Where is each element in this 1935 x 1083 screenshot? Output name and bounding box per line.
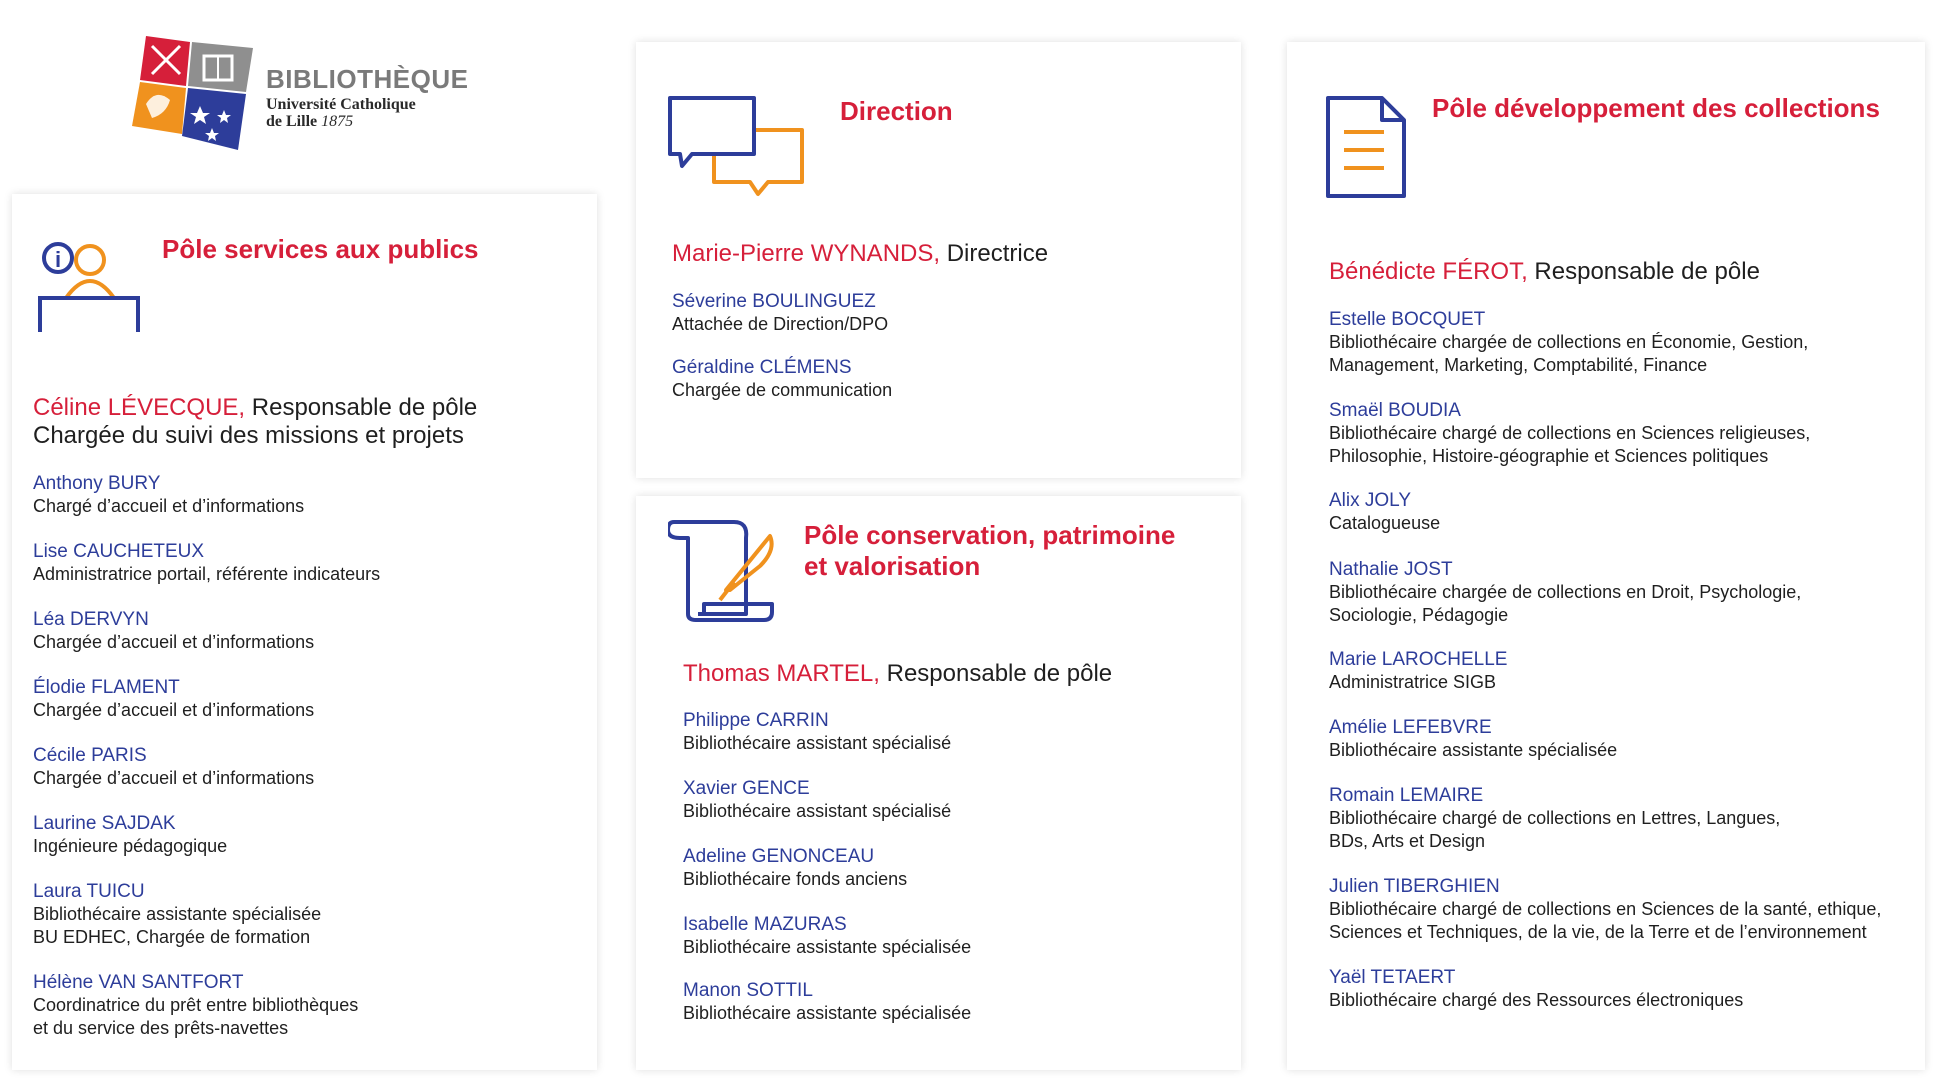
staff-name: Marie LAROCHELLE xyxy=(1329,649,1508,670)
staff-name: Nathalie JOST xyxy=(1329,559,1453,580)
pole-title: Direction xyxy=(840,96,953,126)
staff-entry xyxy=(33,812,227,858)
staff-name: Romain LEMAIRE xyxy=(1329,785,1484,806)
staff-name: Estelle BOCQUET xyxy=(1329,309,1486,330)
staff-entry xyxy=(683,709,951,755)
staff-name: Adeline GENONCEAU xyxy=(683,846,875,867)
staff-role: Administratrice SIGB xyxy=(1329,672,1497,692)
staff-entry xyxy=(33,540,380,586)
staff-entry xyxy=(683,845,907,891)
staff-role: Bibliothécaire chargé de collections en Lettres, Langues, BDs, Arts et Design xyxy=(1329,808,1781,851)
lead-name: Thomas MARTEL, xyxy=(683,660,880,687)
lead-role: Responsable de pôle xyxy=(1527,258,1760,285)
logo-city-text: de Lille xyxy=(266,113,318,130)
reception-desk-icon xyxy=(34,234,144,334)
staff-role: Bibliothécaire assistante spécialisée xyxy=(683,937,972,957)
staff-name: Amélie LEFEBVRE xyxy=(1329,717,1492,738)
lead-name: Bénédicte FÉROT, xyxy=(1329,258,1528,285)
staff-role: Chargé d’accueil et d’informations xyxy=(33,496,305,516)
logo-year: 1875 xyxy=(321,113,354,130)
lead-role: Responsable de pôle xyxy=(879,660,1113,687)
staff-role: Chargée de communication xyxy=(672,380,893,400)
staff-name: Isabelle MAZURAS xyxy=(683,914,847,935)
staff-entry xyxy=(683,979,971,1025)
staff-name: Élodie FLAMENT xyxy=(33,677,180,698)
staff-entry xyxy=(1329,558,1801,627)
coat-of-arms-icon xyxy=(128,34,253,154)
staff-role: Bibliothécaire chargée de collections en Économie, Gestion, Management, Marketing, Comptabilité, Finance xyxy=(1329,332,1809,375)
pole-lead xyxy=(672,240,1048,268)
staff-role: Chargée d’accueil et d’informations xyxy=(33,700,315,720)
staff-role: Bibliothécaire chargée de collections en Droit, Psychologie, Sociologie, Pédagogie xyxy=(1329,582,1802,625)
staff-entry xyxy=(33,744,314,790)
logo-city xyxy=(266,113,353,130)
document-icon xyxy=(1324,94,1408,200)
staff-name: Laurine SAJDAK xyxy=(33,813,176,834)
staff-entry xyxy=(33,676,314,722)
pole-title: Pôle développement des collections xyxy=(1432,93,1880,123)
library-logo xyxy=(128,34,468,154)
staff-entry xyxy=(1329,308,1808,377)
lead-role: Responsable de pôle xyxy=(245,394,478,421)
staff-name: Smaël BOUDIA xyxy=(1329,400,1461,421)
staff-entry xyxy=(33,971,358,1040)
pole-lead xyxy=(33,394,477,450)
staff-entry xyxy=(683,913,971,959)
staff-role: Bibliothécaire fonds anciens xyxy=(683,869,908,889)
staff-role: Bibliothécaire assistante spécialisée xyxy=(1329,740,1618,760)
staff-name: Laura TUICU xyxy=(33,881,145,902)
staff-name: Julien TIBERGHIEN xyxy=(1329,876,1500,897)
staff-name: Lise CAUCHETEUX xyxy=(33,541,205,562)
staff-entry xyxy=(1329,875,1881,944)
logo-university: Université Catholique xyxy=(266,96,416,113)
staff-role: Administratrice portail, référente indicateurs xyxy=(33,564,381,584)
staff-name: Cécile PARIS xyxy=(33,745,147,766)
staff-entry xyxy=(33,608,314,654)
staff-name: Philippe CARRIN xyxy=(683,710,829,731)
staff-entry xyxy=(683,777,951,823)
staff-name: Anthony BURY xyxy=(33,473,161,494)
staff-role: Bibliothécaire chargé de collections en Sciences religieuses, Philosophie, Histoire-géographie et Sciences politiques xyxy=(1329,423,1811,466)
staff-entry xyxy=(672,356,892,402)
pole-lead xyxy=(1329,258,1760,286)
staff-entry xyxy=(1329,489,1440,535)
chat-bubbles-icon xyxy=(666,94,806,198)
staff-role: Bibliothécaire assistante spécialisée xyxy=(683,1003,972,1023)
staff-role: Ingénieure pédagogique xyxy=(33,836,228,856)
staff-name: Séverine BOULINGUEZ xyxy=(672,291,876,312)
staff-entry xyxy=(1329,716,1617,762)
lead-role: Directrice xyxy=(940,240,1049,267)
staff-name: Géraldine CLÉMENS xyxy=(672,357,852,378)
staff-name: Alix JOLY xyxy=(1329,490,1412,511)
staff-name: Xavier GENCE xyxy=(683,778,810,799)
staff-role: Coordinatrice du prêt entre bibliothèques et du service des prêts-navettes xyxy=(33,995,359,1038)
card-conservation xyxy=(636,496,1241,1070)
staff-role: Chargée d’accueil et d’informations xyxy=(33,632,315,652)
staff-role: Catalogueuse xyxy=(1329,513,1441,533)
staff-entry xyxy=(33,472,304,518)
svg-text:i: i xyxy=(54,247,62,272)
pole-lead xyxy=(683,660,1112,688)
logo-title: BIBLIOTHÈQUE xyxy=(266,64,469,94)
staff-role: Bibliothécaire chargé de collections en Sciences de la santé, ethique, Sciences et Techniques, de la vie, de la Terre et de l’environnement xyxy=(1329,899,1882,942)
lead-name: Céline LÉVECQUE, xyxy=(33,394,246,421)
staff-role: Bibliothécaire assistant spécialisé xyxy=(683,801,952,821)
staff-entry xyxy=(1329,648,1507,694)
staff-entry xyxy=(33,880,321,949)
card-public-services xyxy=(12,194,597,1070)
pole-title: Pôle services aux publics xyxy=(162,234,479,264)
lead-role-secondary: Chargée du suivi des missions et projets xyxy=(33,422,464,449)
staff-name: Hélène VAN SANTFORT xyxy=(33,972,244,993)
staff-entry xyxy=(1329,966,1743,1012)
staff-role: Bibliothécaire assistante spécialisée BU EDHEC, Chargée de formation xyxy=(33,904,322,947)
staff-name: Yaël TETAERT xyxy=(1329,967,1456,988)
staff-entry xyxy=(672,290,888,336)
staff-name: Léa DERVYN xyxy=(33,609,149,630)
staff-role: Chargée d’accueil et d’informations xyxy=(33,768,315,788)
staff-role: Bibliothécaire chargé des Ressources électroniques xyxy=(1329,990,1744,1010)
card-collections xyxy=(1287,42,1925,1070)
staff-entry xyxy=(1329,784,1780,853)
pole-title-line2: et valorisation xyxy=(804,551,981,581)
pole-title-line1: Pôle conservation, patrimoine xyxy=(804,520,1176,550)
lead-name: Marie-Pierre WYNANDS, xyxy=(672,240,941,267)
pole-title xyxy=(804,520,1175,582)
staff-role: Attachée de Direction/DPO xyxy=(672,314,889,334)
staff-name: Manon SOTTIL xyxy=(683,980,813,1001)
card-direction xyxy=(636,42,1241,478)
staff-entry xyxy=(1329,399,1810,468)
scroll-quill-icon xyxy=(668,516,778,622)
staff-role: Bibliothécaire assistant spécialisé xyxy=(683,733,952,753)
